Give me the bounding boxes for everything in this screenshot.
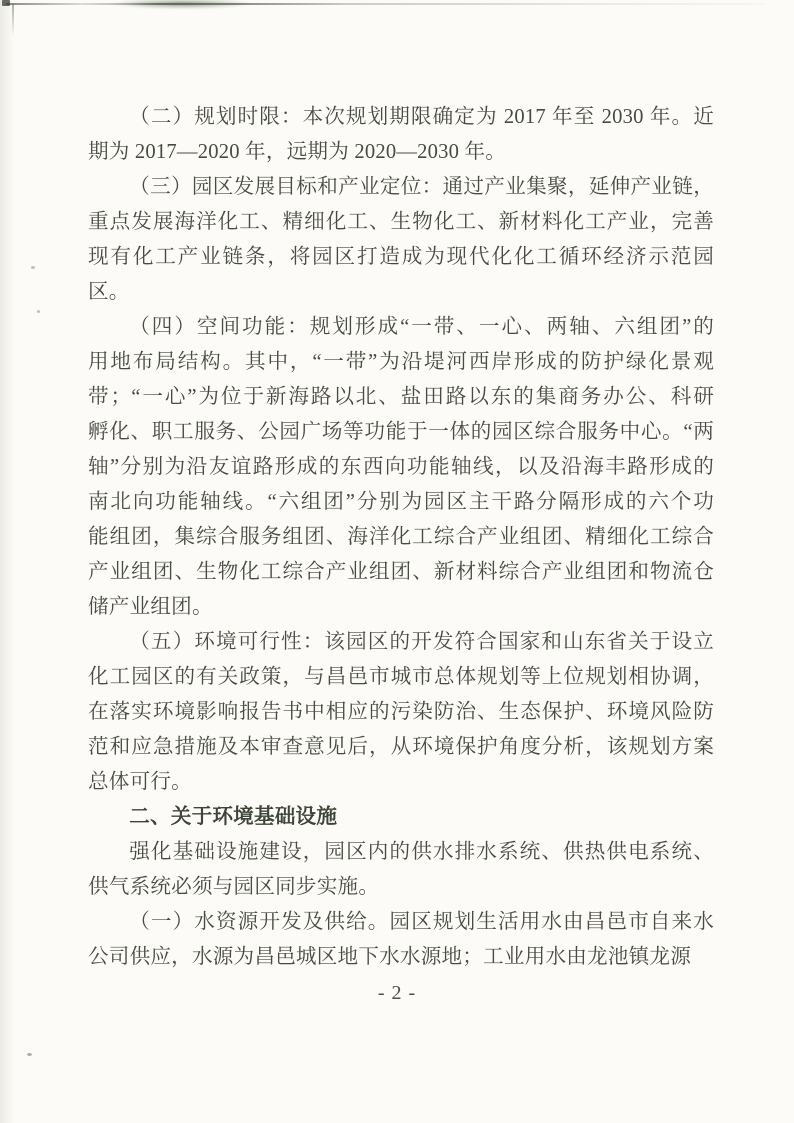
- text-line: （五）环境可行性：该园区的开发符合国家和山东省关于设立: [129, 631, 714, 653]
- scan-artifact-smudge: [112, 0, 252, 9]
- text-line: 产业组团、生物化工综合产业组团、新材料综合产业组团和物流仓: [88, 561, 714, 583]
- text-line: 重点发展海洋化工、精细化工、生物化工、新材料化工产业，完善: [88, 211, 714, 233]
- paragraph: [88, 100, 714, 170]
- text-line: 现有化工产业链条，将园区打造成为现代化化工循环经济示范园: [88, 246, 714, 268]
- text-line: 储产业组团。: [88, 596, 213, 618]
- text-line: （三）园区发展目标和产业定位：通过产业集聚，延伸产业链，: [129, 176, 714, 198]
- paragraph: [88, 625, 714, 800]
- text-line: 范和应急措施及本审查意见后，从环境保护角度分析，该规划方案: [88, 736, 714, 758]
- text-line: （一）水资源开发及供给。园区规划生活用水由昌邑市自来水: [129, 911, 714, 933]
- text-line: 孵化、职工服务、公园广场等功能于一体的园区综合服务中心。“两: [88, 421, 714, 443]
- text-line: 期为 2017—2020 年，远期为 2020—2030 年。: [88, 141, 507, 163]
- paragraph: [88, 310, 714, 625]
- paragraph: [88, 835, 714, 905]
- text-line: 二、关于环境基础设施: [129, 806, 338, 828]
- scan-artifact-left-line: [12, 4, 14, 36]
- text-line: 带；“一心”为位于新海路以北、盐田路以东的集商务办公、科研: [88, 386, 714, 408]
- text-line: 轴”分别为沿友谊路形成的东西向功能轴线，以及沿海丰路形成的: [88, 456, 714, 478]
- document-body: [88, 100, 714, 975]
- section-heading: [88, 800, 714, 835]
- scan-artifact-speck: [27, 1053, 32, 1056]
- paragraph: [88, 905, 714, 975]
- text-line: 南北向功能轴线。“六组团”分别为园区主干路分隔形成的六个功: [88, 491, 714, 513]
- text-line: 强化基础设施建设，园区内的供水排水系统、供热供电系统、: [129, 841, 714, 863]
- text-line: 能组团，集综合服务组团、海洋化工综合产业组团、精细化工综合: [88, 526, 714, 548]
- page-number: - 2 -: [377, 982, 417, 1004]
- text-line: 化工园区的有关政策，与昌邑市城市总体规划等上位规划相协调，: [88, 666, 714, 688]
- scan-artifact-speck: [31, 266, 35, 269]
- text-line: （四）空间功能：规划形成“一带、一心、两轴、六组团”的: [129, 316, 714, 338]
- text-line: （二）规划时限：本次规划期限确定为 2017 年至 2030 年。近: [129, 106, 714, 128]
- text-line: 公司供应，水源为昌邑城区地下水水源地；工业用水由龙池镇龙源: [88, 946, 692, 968]
- text-line: 在落实环境影响报告书中相应的污染防治、生态保护、环境风险防: [88, 701, 714, 723]
- scan-artifact-speck: [37, 310, 40, 313]
- text-line: 用地布局结构。其中，“一带”为沿堤河西岸形成的防护绿化景观: [88, 351, 714, 373]
- text-line: 区。: [88, 281, 130, 303]
- scan-artifact-corner-mark: [2, 0, 10, 6]
- text-line: 总体可行。: [88, 771, 192, 793]
- paragraph: [88, 170, 714, 310]
- text-line: 供气系统必须与园区同步实施。: [88, 876, 380, 898]
